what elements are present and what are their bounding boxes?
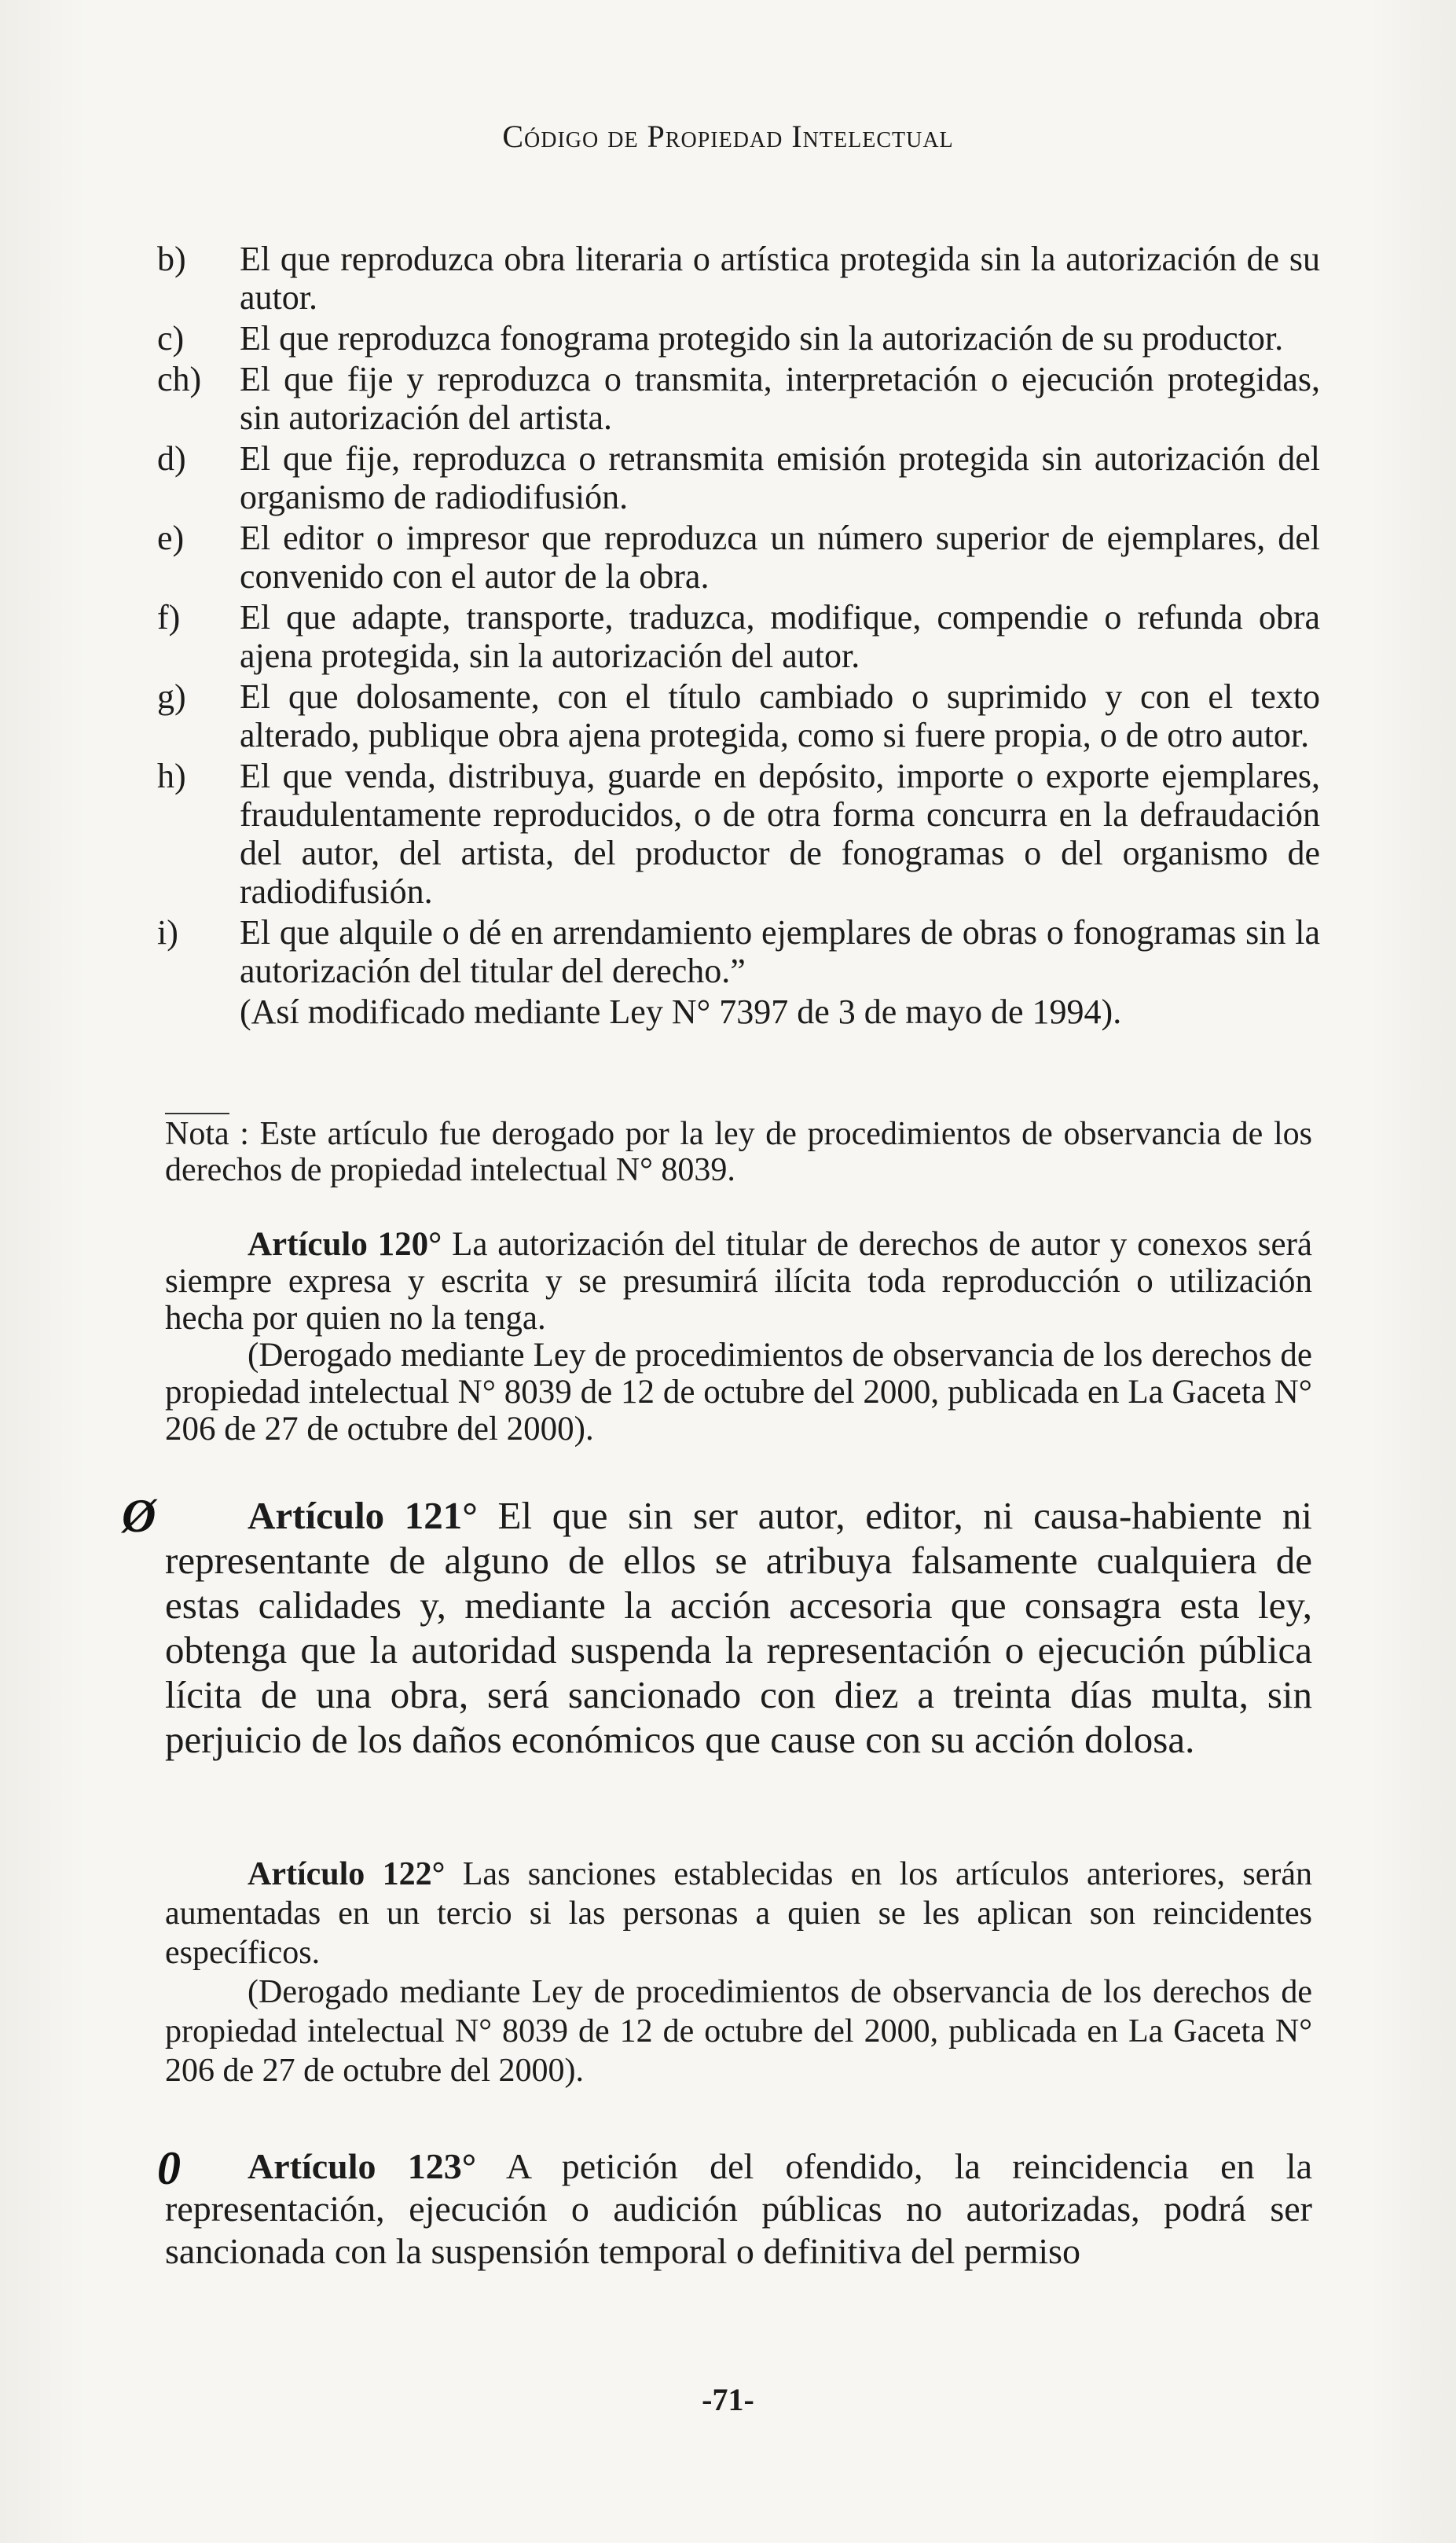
list-text: El que reproduzca fonograma protegido sin la autorización de su productor.	[240, 319, 1284, 358]
list-text: El que fije, reproduzca o retransmita emisión protegida sin autorización del organismo de radiodifusión.	[240, 439, 1320, 516]
list-item	[157, 360, 1320, 437]
article-title: Artículo 123°	[248, 2146, 477, 2186]
note-label: Nota	[165, 1113, 229, 1152]
editorial-note	[165, 1116, 1312, 1188]
amendment-note: (Así modificado mediante Ley N° 7397 de 3 de mayo de 1994).	[240, 993, 1122, 1031]
list-text: El que reproduzca obra literaria o artística protegida sin la autorización de su autor.	[240, 240, 1320, 317]
list-marker: g)	[157, 677, 186, 716]
offense-list	[157, 240, 1320, 1031]
article-text: La autorización del titular de derechos de autor y conexos será siempre expresa y escrita y se presumirá ilícita toda reproducción o utilización hecha por quien no la tenga.	[165, 1226, 1312, 1337]
handwritten-mark-icon: 0	[157, 2142, 181, 2194]
article-title: Artículo 121°	[248, 1494, 478, 1537]
article-title: Artículo 120°	[248, 1226, 442, 1263]
list-text: El que alquile o dé en arrendamiento ejemplares de obras o fonogramas sin la autorización del titular del derecho.”	[240, 913, 1320, 990]
article-121	[165, 1493, 1312, 1762]
list-item	[157, 913, 1320, 990]
article-text: Las sanciones establecidas en los artículos anteriores, serán aumentadas en un tercio si las personas a quien se les aplican son reincidentes específicos.	[165, 1856, 1312, 1971]
list-item	[157, 598, 1320, 675]
list-item	[157, 240, 1320, 317]
list-marker: c)	[157, 319, 185, 358]
list-marker: b)	[157, 240, 186, 278]
article-text: A petición del ofendido, la reincidencia en la representación, ejecución o audición públicas no autorizadas, podrá ser sancionada con la suspensión temporal o definitiva del permiso	[165, 2146, 1312, 2271]
repeal-note: (Derogado mediante Ley de procedimientos de observancia de los derechos de propiedad intelectual N° 8039 de 12 de octubre del 2000, publicada en La Gaceta N° 206 de 27 de octubre del 2000).	[165, 1974, 1312, 2089]
list-item	[157, 519, 1320, 596]
list-marker: d)	[157, 439, 186, 478]
article-body	[165, 1855, 1312, 1972]
list-text: El que fije y reproduzca o transmita, interpretación o ejecución protegidas, sin autorización del artista.	[240, 360, 1320, 437]
list-marker: e)	[157, 519, 185, 557]
list-text: El que dolosamente, con el título cambiado o suprimido y con el texto alterado, publique obra ajena protegida, como si fuere propia, o de otro autor.	[240, 677, 1320, 754]
list-marker: i)	[157, 913, 178, 952]
repeal-note: (Derogado mediante Ley de procedimientos de observancia de los derechos de propiedad intelectual N° 8039 de 12 de octubre del 2000, publicada en La Gaceta N° 206 de 27 de octubre del 2000).	[165, 1337, 1312, 1448]
list-text: El que adapte, transporte, traduzca, modifique, compendie o refunda obra ajena protegida, sin la autorización del autor.	[240, 598, 1320, 675]
list-marker: f)	[157, 598, 181, 637]
list-item	[157, 757, 1320, 911]
list-item	[157, 439, 1320, 516]
list-text: El editor o impresor que reproduzca un número superior de ejemplares, del convenido con el autor de la obra.	[240, 519, 1320, 596]
running-head: Código de Propiedad Intelectual	[502, 119, 954, 154]
article-body	[165, 1493, 1312, 1762]
handwritten-mark-icon: Ø	[122, 1490, 156, 1542]
page-number: -71-	[702, 2382, 754, 2417]
article-122	[165, 1855, 1312, 2090]
article-text: El que sin ser autor, editor, ni causa-habiente ni representante de alguno de ellos se atribuya falsamente cualquiera de estas calidades y, mediante la acción accesoria que consagra esta ley, obtenga que la autoridad suspenda la representación o ejecución pública lícita de una obra, será sancionado con diez a treinta días multa, sin perjuicio de los daños económicos que cause con su acción dolosa.	[165, 1494, 1312, 1761]
article-120	[165, 1226, 1312, 1448]
article-title: Artículo 122°	[248, 1856, 446, 1892]
note-text: : Este artículo fue derogado por la ley de procedimientos de observancia de los derechos de propiedad intelectual N° 8039.	[165, 1116, 1312, 1188]
list-item	[157, 319, 1320, 358]
list-marker: ch)	[157, 360, 202, 398]
article-body	[165, 1226, 1312, 1337]
list-marker: h)	[157, 757, 186, 795]
list-text: El que venda, distribuya, guarde en depósito, importe o exporte ejemplares, fraudulentamente reproducidos, o de otra forma concurra en la defraudación del autor, del artista, del productor de fonogramas o del organismo de radiodifusión.	[240, 757, 1320, 911]
article-body	[165, 2145, 1312, 2273]
article-123	[165, 2145, 1312, 2273]
list-item	[157, 677, 1320, 754]
